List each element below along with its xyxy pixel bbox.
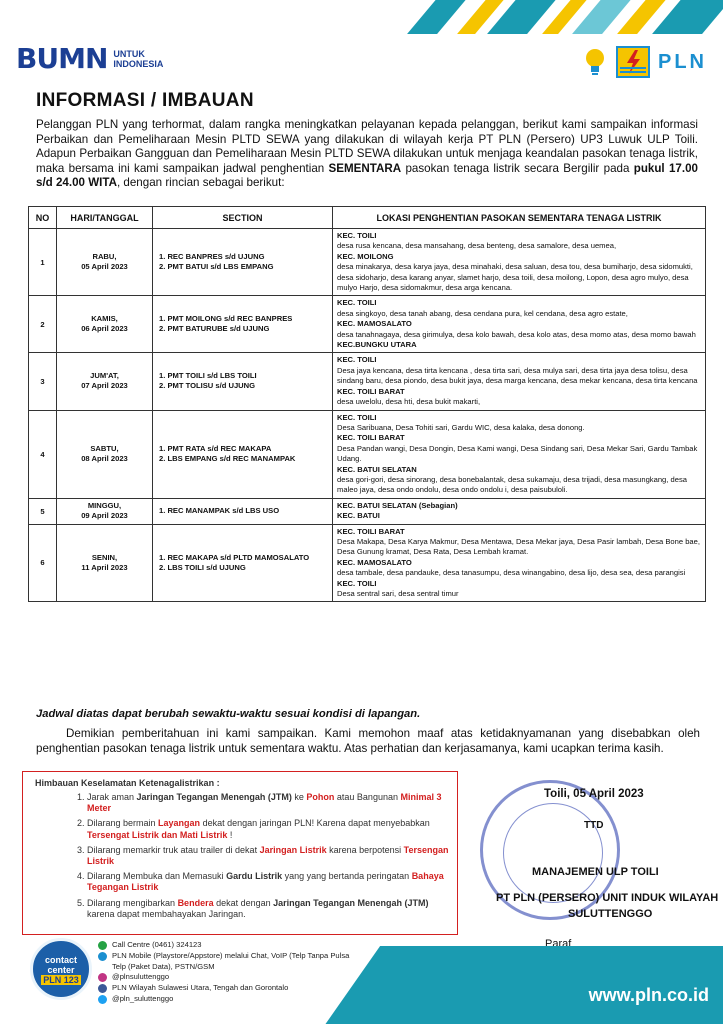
- intro-bold-2: pukul 17.00 s/d 24.00 WITA: [36, 161, 698, 190]
- header-day: HARI/TANGGAL: [57, 207, 153, 229]
- table-row: [29, 498, 706, 524]
- safety-item-text: ke: [291, 792, 307, 802]
- location-kec: KEC. BATUI: [337, 511, 380, 521]
- table-row: [29, 229, 706, 296]
- bumn-sub-line-2: INDONESIA: [113, 58, 164, 69]
- badge-line-1: contact: [44, 955, 77, 965]
- location-kec: KEC. TOILI BARAT: [337, 433, 405, 443]
- row-day: MINGGU,: [87, 501, 122, 511]
- lightbulb-icon: [582, 47, 608, 77]
- section-item: 1. REC BANPRES s/d UJUNG: [159, 252, 265, 262]
- section-item: 2. PMT BATUI s/d LBS EMPANG: [159, 262, 274, 272]
- row-date: 05 April 2023: [81, 262, 128, 272]
- row-locations: [333, 353, 706, 410]
- signature-org-line-1: PT PLN (PERSERO) UNIT INDUK WILAYAH: [496, 892, 719, 904]
- intro-text-3: , dengan rincian sebagai berikut:: [116, 176, 285, 190]
- safety-item-text: Jarak aman: [87, 792, 137, 802]
- location-kec: KEC. TOILI BARAT: [337, 526, 405, 536]
- row-day: SENIN,: [91, 552, 118, 562]
- location-desa: desa rusa kencana, desa mansahang, desa benteng, desa samalore, desa uemea,: [337, 241, 617, 251]
- safety-item-text: Tersengan Listrik: [87, 844, 449, 867]
- page-title: INFORMASI / IMBAUAN: [36, 90, 254, 111]
- contact-center-badge: [30, 938, 92, 1000]
- safety-item: [87, 871, 449, 893]
- contact-text: @plnsuluttenggo: [112, 972, 170, 982]
- row-day: SABTU,: [90, 444, 119, 454]
- safety-item-text: atau Bangunan: [334, 792, 401, 802]
- contact-text: PLN Wilayah Sulawesi Utara, Tengah dan Gorontalo: [112, 983, 289, 993]
- row-sections: [153, 229, 333, 296]
- intro-bold-1: SEMENTARA: [328, 161, 402, 175]
- row-locations: [333, 296, 706, 353]
- safety-item-text: Jaringan Tegangan Menengah (JTM): [136, 792, 292, 802]
- safety-item-text: !: [227, 829, 233, 840]
- row-number: 4: [29, 410, 57, 498]
- section-item: 1. REC MANAMPAK s/d LBS USO: [159, 506, 280, 516]
- safety-item: [87, 845, 449, 867]
- row-number: 1: [29, 229, 57, 296]
- schedule-table: [28, 206, 706, 602]
- facebook-icon: [98, 984, 107, 993]
- pln-mobile-icon: [98, 952, 107, 961]
- row-sections: [153, 524, 333, 602]
- website-link[interactable]: www.pln.co.id: [588, 985, 709, 1005]
- intro-paragraph: [36, 118, 698, 191]
- safety-item-text: Pohon: [306, 792, 335, 802]
- closing-paragraph: Demikian pemberitahuan ini kami sampaikan. Kami memohon maaf atas ketidaknyamanan yang disebabkan oleh penghentian pasokan tenaga listrik untuk sementara waktu. Atas perhatian dan kerjasamanya, kami ucapkan terima kasih.: [36, 727, 700, 755]
- header-no: NO: [29, 207, 57, 229]
- row-locations: [333, 410, 706, 498]
- location-kec: KEC. TOILI: [337, 578, 377, 588]
- bumn-logo: [16, 42, 163, 75]
- row-day: KAMIS,: [91, 314, 118, 324]
- safety-item-text: Dilarang bermain: [87, 818, 159, 829]
- schedule-note: Jadwal diatas dapat berubah sewaktu-waktu sesuai kondisi di lapangan.: [36, 708, 421, 720]
- row-day-date: [57, 296, 153, 353]
- row-date: 09 April 2023: [81, 511, 128, 521]
- bumn-sub-line-1: UNTUK: [113, 48, 145, 59]
- contact-item: [98, 983, 362, 994]
- safety-item-text: yang yang bertanda peringatan: [282, 871, 412, 882]
- signature-org-line-2: SULUTTENGGO: [568, 908, 653, 920]
- row-day: JUM'AT,: [90, 371, 119, 381]
- row-day-date: [57, 524, 153, 602]
- signature-date: Toili, 05 April 2023: [544, 788, 644, 800]
- whatsapp-icon: [98, 941, 107, 950]
- location-desa: Desa sentral sari, desa sentral timur: [337, 589, 459, 598]
- row-number: 6: [29, 524, 57, 602]
- top-decoration-stripes: [363, 0, 723, 34]
- location-kec: KEC. BATUI SELATAN (Sebagian): [337, 500, 458, 510]
- section-item: 1. REC MAKAPA s/d PLTD MAMOSALATO: [159, 552, 310, 562]
- contact-item: [98, 951, 362, 973]
- pln-logo-text: PLN: [658, 50, 707, 73]
- safety-item-text: Tersengat Listrik dan Mati Listrik: [87, 829, 228, 840]
- row-sections: [153, 498, 333, 524]
- bumn-logo-text: BUMN: [16, 42, 108, 75]
- location-kec: KEC. TOILI: [337, 231, 377, 240]
- contact-text: @pln_suluttenggo: [112, 993, 174, 1003]
- row-number: 2: [29, 296, 57, 353]
- safety-item-text: Dilarang memarkir truk atau trailer di dekat: [87, 844, 260, 855]
- badge-line-3: PLN 123: [43, 975, 79, 985]
- row-sections: [153, 353, 333, 410]
- safety-item-text: dekat dengan: [213, 897, 274, 908]
- row-day-date: [57, 410, 153, 498]
- location-desa: desa gori-gori, desa sinorang, desa bonebalantak, desa sukamaju, desa trijadi, desa masungkang, desa maleo jaya, desa ondo ondolu, desa ondo ondolu i, desa paisubuloli.: [337, 474, 687, 495]
- row-date: 06 April 2023: [81, 324, 128, 334]
- location-kec: KEC.BUNGKU UTARA: [337, 340, 417, 350]
- row-sections: [153, 296, 333, 353]
- row-date: 07 April 2023: [81, 381, 128, 391]
- row-date: 08 April 2023: [81, 454, 128, 464]
- location-kec: KEC. TOILI: [337, 412, 377, 422]
- section-item: 1. PMT MOILONG s/d REC BANPRES: [159, 314, 293, 324]
- row-day: RABU,: [92, 252, 117, 262]
- twitter-icon: [98, 995, 107, 1004]
- location-kec: KEC. MAMOSALATO: [337, 557, 412, 567]
- table-row: [29, 410, 706, 498]
- intro-text-1: Pelanggan PLN yang terhormat, dalam rangka meningkatkan pelayanan kepada pelanggan, berikut kami sampaikan informasi Perbaikan dan Pemeliharaan Mesin PLTD SEWA yang dilakukan di wilayah kerja PT PLN (Persero) UP3 Luwuk ULP Toili. Adapun Perbaikan Gangguan dan Pemeliharaan Mesin PLTD SEWA dilakukan untuk menjaga keandalan pasokan tenaga listrik, maka bersama ini kami sampaikan jadwal penghentian: [36, 118, 698, 175]
- safety-item-text: karena dapat membahayakan Jaringan.: [87, 908, 246, 919]
- badge-line-2: center: [47, 965, 75, 975]
- safety-item-text: Bendera: [177, 897, 214, 908]
- table-row: [29, 353, 706, 410]
- location-desa: Desa Saribuana, Desa Tohiti sari, Gardu WIC, desa kalaka, desa donong.: [337, 422, 585, 432]
- safety-item-text: Dilarang mengibarkan: [87, 897, 178, 908]
- signature-ttd: TTD: [584, 820, 604, 831]
- location-kec: KEC. BATUI SELATAN: [337, 464, 417, 474]
- safety-item: [87, 818, 449, 840]
- row-number: 5: [29, 498, 57, 524]
- location-kec: KEC. TOILI: [337, 298, 377, 308]
- location-desa: desa tambale, desa pandauke, desa tanasumpu, desa winangabino, desa lijo, desa sea, desa parangisi: [337, 568, 686, 578]
- location-desa: desa singkoyo, desa tanah abang, desa cendana pura, kel cendana, desa agro estate,: [337, 308, 628, 318]
- header: [16, 40, 707, 85]
- location-desa: desa tanahnagaya, desa girimulya, desa kolo bawah, desa kolo atas, desa momo atas, desa momo bawah: [337, 329, 696, 339]
- section-item: 1. PMT TOILI s/d LBS TOILI: [159, 371, 257, 381]
- safety-item: [87, 898, 449, 920]
- safety-list: [35, 792, 449, 920]
- section-item: 2. LBS EMPANG s/d REC MANAMPAK: [159, 454, 296, 464]
- row-date: 11 April 2023: [81, 562, 128, 572]
- intro-text-2: pasokan tenaga listrik secara Bergilir pada: [401, 161, 634, 175]
- location-kec: KEC. MOILONG: [337, 251, 394, 261]
- safety-item-text: Gardu Listrik: [226, 871, 283, 882]
- signature-role: MANAJEMEN ULP TOILI: [532, 866, 659, 878]
- row-day-date: [57, 229, 153, 296]
- location-desa: Desa Makapa, Desa Karya Makmur, Desa Mentawa, Desa Mekar jaya, Desa Pasir lambah, Desa Bone bae, Desa Gunung kramat, Desa Rata, Desa Lembah kramat.: [337, 536, 700, 557]
- row-locations: [333, 524, 706, 602]
- header-location: LOKASI PENGHENTIAN PASOKAN SEMENTARA TENAGA LISTRIK: [333, 207, 706, 229]
- location-desa: Desa Pandan wangi, Desa Dongin, Desa Kami wangi, Desa Sindang sari, Desa Mekar Sari, Gardu Tambak Udang.: [337, 443, 698, 464]
- section-item: 2. PMT TOLISU s/d UJUNG: [159, 381, 256, 391]
- location-kec: KEC. TOILI BARAT: [337, 386, 405, 396]
- signature-block: [480, 780, 719, 920]
- contact-item: [98, 940, 362, 951]
- location-desa: desa minakarya, desa karya jaya, desa minahaki, desa saluan, desa tou, desa bumiharjo, desa sidomukti, desa sidoharjo, desa karang anyar, slamet harjo, desa toili, desa moilong, Lopon, desa agro mulyo, desa mulyo Harjo, desa sidomakmur, desa arga kencana.: [337, 262, 693, 293]
- safety-item-text: Minimal 3 Meter: [87, 792, 442, 814]
- contact-text: PLN Mobile (Playstore/Appstore) melalui Chat, VoIP (Telp Tanpa Pulsa Telp (Paket Data), PSTN/GSM: [112, 950, 350, 971]
- safety-item: [87, 792, 449, 814]
- contact-item: [98, 994, 362, 1005]
- table-header-row: [29, 207, 706, 229]
- section-item: 2. LBS TOILI s/d UJUNG: [159, 562, 246, 572]
- safety-title: Himbauan Keselamatan Ketenagalistrikan :: [35, 778, 220, 788]
- row-day-date: [57, 353, 153, 410]
- safety-item-text: dekat dengan jaringan PLN! Karena dapat menyebabkan: [200, 818, 430, 829]
- section-item: 2. PMT BATURUBE s/d UJUNG: [159, 324, 270, 334]
- safety-item-text: Dilarang Membuka dan Memasuki: [87, 871, 227, 882]
- contact-text: Call Centre (0461) 324123: [112, 940, 202, 949]
- safety-notice-box: [22, 771, 458, 935]
- safety-item-text: Jaringan Tegangan Menengah (JTM): [273, 897, 429, 908]
- row-number: 3: [29, 353, 57, 410]
- section-item: 1. PMT RATA s/d REC MAKAPA: [159, 444, 272, 454]
- instagram-icon: [98, 973, 107, 982]
- safety-item-text: Jaringan Listrik: [259, 844, 327, 855]
- safety-item-text: Bahaya Tegangan Listrik: [87, 871, 444, 893]
- location-desa: Desa jaya kencana, desa tirta kencana , desa tirta sari, desa mulya sari, desa tirta jaya desa tolisu, desa sindang baru, desa piondo, desa bukit jaya, desa marga kencana, desa mekar kencana, desa tirta kencana: [337, 365, 698, 386]
- header-section: SECTION: [153, 207, 333, 229]
- location-kec: KEC. MAMOSALATO: [337, 319, 412, 329]
- schedule-table-body: [29, 229, 706, 602]
- pln-emblem-icon: [616, 46, 650, 78]
- row-locations: [333, 229, 706, 296]
- safety-item-text: Layangan: [158, 818, 201, 829]
- row-locations: [333, 498, 706, 524]
- safety-item-text: karena berpotensi: [326, 844, 404, 855]
- contact-item: [98, 972, 362, 983]
- paraf-label: Paraf: [545, 938, 572, 950]
- bumn-logo-subtitle: [113, 49, 163, 69]
- row-sections: [153, 410, 333, 498]
- row-day-date: [57, 498, 153, 524]
- pln-logo: [582, 46, 707, 78]
- table-row: [29, 524, 706, 602]
- contact-list: [98, 940, 362, 1005]
- table-row: [29, 296, 706, 353]
- location-kec: KEC. TOILI: [337, 355, 377, 365]
- location-desa: desa uwelolu, desa hti, desa bukit makarti,: [337, 397, 481, 407]
